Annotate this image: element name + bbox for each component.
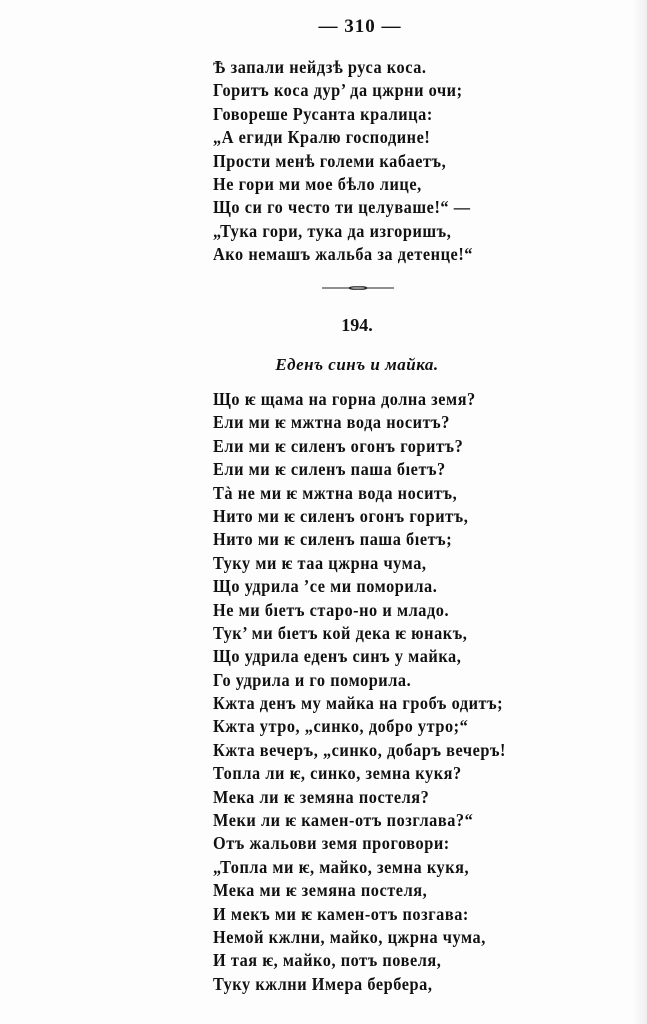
verse-line: Нито ми ѥ силенъ огонъ горитъ, [213, 505, 469, 526]
verse-line: Ако немашъ жальба за детенце!“ [213, 244, 473, 265]
verse-line: Топла ли ѥ, синко, земна кукя? [213, 763, 462, 784]
verse-line: Ѣ запали нейдзѣ руса коса. [213, 57, 427, 77]
verse-line: „А егиди Кралю господине! [213, 127, 431, 148]
song-title: Еденъ синъ и майка. [275, 355, 439, 374]
song-text [213, 388, 528, 996]
verse-line: „Топла ми ѥ, майко, земна кукя, [213, 856, 470, 877]
verse-line: Ели ми ѥ силенъ огонъ горитъ? [213, 435, 464, 456]
verse-line: Отъ жальови земя проговори: [213, 833, 450, 854]
verse-line: Кжта вечеръ, „синко, добаръ вечеръ! [213, 739, 507, 760]
verse-line: Ели ми ѥ мжтна вода носитъ? [213, 412, 450, 433]
verse-line: Що си го често ти целуваше!“ — [213, 197, 471, 218]
verse-line: И мекъ ми ѥ камен-отъ позгава: [213, 903, 469, 924]
verse-line: Тук’ ми бıетъ кой дека ѥ юнакъ, [213, 622, 468, 643]
verse-line: Говореше Русанта кралица: [213, 103, 433, 124]
verse-line: Не гори ми мое бѣло лице, [213, 173, 422, 194]
verse-line: Немой кжлни, майко, цжрна чума, [213, 926, 486, 947]
verse-line: Горитъ коса дур’ да цжрни очи; [213, 80, 463, 101]
verse-line: Туку ми ѥ таа цжрна чума, [213, 552, 427, 573]
verse-line: Мека ли ѥ земяна постеля? [213, 786, 430, 807]
verse-line: Що ѥ щама на горна долна земя? [213, 389, 476, 409]
verse-line: Прости менѣ големи кабаетъ, [213, 150, 447, 171]
verse-line: Що удрила ’се ми поморила. [213, 576, 438, 597]
verse-line: Не ми бıетъ старо-но и младо. [213, 599, 450, 620]
ornamental-separator [322, 286, 394, 290]
verse-line: Що удрила еденъ синъ у майка, [213, 646, 462, 667]
verse-line: Го удрила и го поморила. [213, 669, 412, 690]
verse-line: Ели ми ѥ силенъ паша бıетъ? [213, 459, 446, 480]
verse-line: Мека ми ѥ земяна постеля, [213, 880, 428, 901]
verse-line: Нито ми ѥ силенъ паша бıетъ; [213, 529, 453, 550]
verse-line: Кжта денъ му майка на гробъ одитъ; [213, 693, 504, 714]
page-edge-shadow [633, 0, 647, 1024]
verse-line: Меки ли ѥ камен-отъ позглава?“ [213, 810, 474, 831]
page-number: — 310 — [318, 16, 402, 37]
previous-song-ending [213, 56, 493, 267]
verse-line: Кжта утро, „синко, добро утро;“ [213, 716, 469, 737]
verse-line: Тà не ми ѥ мжтна вода носитъ, [213, 482, 458, 503]
verse-line: И тая ѥ, майко, потъ повеля, [213, 950, 442, 971]
verse-line: Туку кжлни Имера бербера, [213, 973, 433, 994]
song-number: 194. [341, 315, 373, 335]
verse-line: „Тука гори, тука да изгоришъ, [213, 220, 452, 241]
